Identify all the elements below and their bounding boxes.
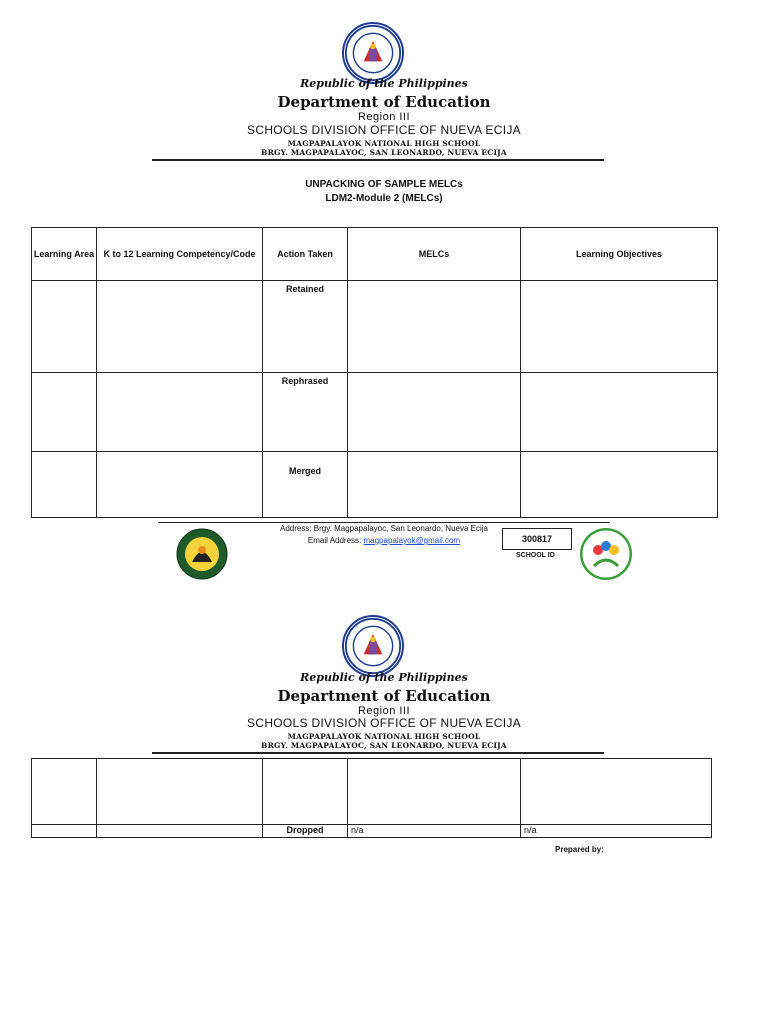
cell-objectives	[521, 281, 718, 373]
header-divider-2	[152, 752, 604, 754]
school-address: BRGY. MAGPAPALAYOC, SAN LEONARDO, NUEVA ECIJA	[261, 148, 507, 157]
cell-competency	[97, 825, 263, 838]
cell-learning-area	[32, 759, 97, 825]
deped-seal-logo-2	[342, 615, 404, 677]
melcs-table-continued	[31, 758, 712, 838]
footer-email-line	[0, 536, 768, 545]
cell-learning-area	[32, 452, 97, 518]
deped-seal-logo	[342, 22, 404, 84]
footer-divider	[158, 522, 610, 523]
cell-melcs	[348, 373, 521, 452]
cell-competency	[97, 373, 263, 452]
table-row	[32, 825, 712, 838]
department-title-2: Department of Education	[277, 687, 491, 705]
school-address-2: BRGY. MAGPAPALAYOC, SAN LEONARDO, NUEVA ECIJA	[261, 741, 507, 750]
header-learning-area: Learning Area	[32, 228, 97, 281]
email-label: Email Address:	[307, 536, 364, 545]
republic-text: Republic of the Philippines	[300, 77, 468, 90]
cell-action-rephrased: Rephrased	[263, 373, 348, 452]
school-id-value: 300817	[502, 528, 572, 550]
school-name: MAGPAPALAYOK NATIONAL HIGH SCHOOL	[287, 139, 481, 148]
cell-objectives	[521, 759, 712, 825]
cell-learning-area	[32, 373, 97, 452]
table-row	[32, 759, 712, 825]
table-row	[32, 452, 718, 518]
cell-objectives	[521, 452, 718, 518]
division-text-2: SCHOOLS DIVISION OFFICE OF NUEVA ECIJA	[247, 716, 521, 730]
table-header-row	[32, 228, 718, 281]
cell-competency	[97, 452, 263, 518]
header-competency: K to 12 Learning Competency/Code	[97, 228, 263, 281]
email-link[interactable]: magpapalayok@gmail.com	[363, 536, 461, 545]
cell-melcs	[348, 452, 521, 518]
header-melcs: MELCs	[348, 228, 521, 281]
table-row	[32, 373, 718, 452]
cell-learning-area	[32, 281, 97, 373]
prepared-by-label: Prepared by:	[555, 845, 604, 854]
cell-objectives-na: n/a	[521, 825, 712, 838]
table-row	[32, 281, 718, 373]
document-subtitle: LDM2-Module 2 (MELCs)	[325, 193, 443, 204]
badge-logo	[580, 528, 632, 580]
melcs-table	[31, 227, 718, 518]
division-text: SCHOOLS DIVISION OFFICE OF NUEVA ECIJA	[247, 123, 521, 137]
cell-competency	[97, 759, 263, 825]
region-text-2: Region III	[357, 705, 411, 717]
cell-melcs	[348, 759, 521, 825]
header-divider	[152, 159, 604, 161]
department-title: Department of Education	[277, 93, 491, 111]
cell-action	[263, 759, 348, 825]
cell-action-dropped: Dropped	[263, 825, 348, 838]
cell-melcs-na: n/a	[348, 825, 521, 838]
school-id-label: SCHOOL ID	[516, 552, 555, 559]
cell-learning-area	[32, 825, 97, 838]
cell-action-merged: Merged	[263, 452, 348, 518]
cell-action-retained: Retained	[263, 281, 348, 373]
cell-objectives	[521, 373, 718, 452]
school-name-2: MAGPAPALAYOK NATIONAL HIGH SCHOOL	[287, 732, 481, 741]
region-text: Region III	[357, 111, 411, 123]
document-title: UNPACKING OF SAMPLE MELCs	[305, 179, 463, 190]
header-learning-objectives: Learning Objectives	[521, 228, 718, 281]
footer-address: Address: Brgy. Magpapalayoc, San Leonardo, Nueva Ecija	[280, 524, 488, 533]
republic-text-2: Republic of the Philippines	[300, 671, 468, 684]
header-action-taken: Action Taken	[263, 228, 348, 281]
cell-competency	[97, 281, 263, 373]
cell-melcs	[348, 281, 521, 373]
